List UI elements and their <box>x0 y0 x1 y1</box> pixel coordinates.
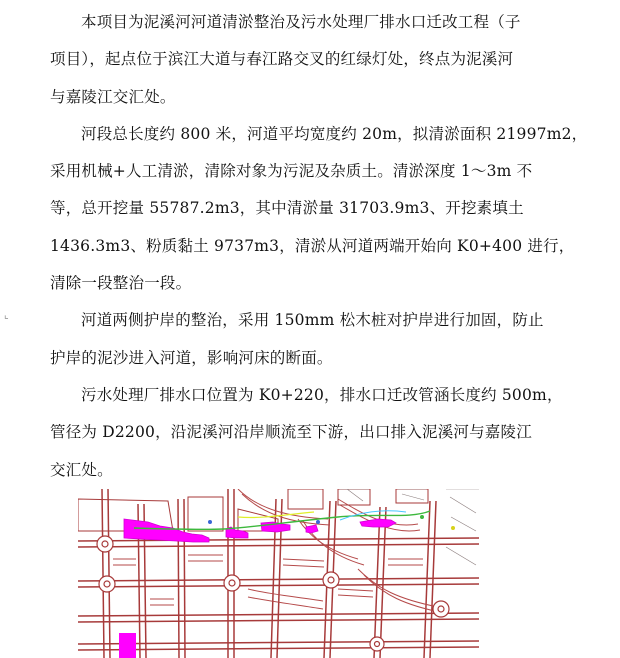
document-text-block <box>50 4 588 489</box>
paragraph-line: 管径为 D2200，沿泥溪河沿岸顺流至下游，出口排入泥溪河与嘉陵江 <box>50 423 532 442</box>
site-plan-map <box>78 489 479 658</box>
magenta-parcel <box>119 633 136 658</box>
paragraph-bank-protection <box>50 302 560 377</box>
paragraph-outfall-relocation <box>50 377 563 489</box>
margin-corner-marker: ⌞ <box>4 310 9 321</box>
paragraph-line: 项目），起点位于滨江大道与春江路交叉的红绿灯处，终点为泥溪河 <box>50 50 514 69</box>
paragraph-river-dredging <box>50 116 588 302</box>
paragraph-project-overview <box>50 4 560 116</box>
paragraph-line: 河道两侧护岸的整治，采用 150mm 松木桩对护岸进行加固，防止 <box>81 311 544 330</box>
paragraph-line: 污水处理厂排水口位置为 K0+220，排水口迁改管涵长度约 500m， <box>81 385 563 404</box>
paragraph-line: 清除一段整治一段。 <box>50 274 192 293</box>
paragraph-line: 与嘉陵江交汇处。 <box>50 87 176 106</box>
paragraph-line: 采用机械+人工清淤，清除对象为污泥及杂质土。清淤深度 1～3m 不 <box>50 162 533 181</box>
paragraph-line: 1436.3m3、粉质黏土 9737m3，清淤从河道两端开始向 K0+400 进行， <box>50 236 575 255</box>
paragraph-line: 本项目为泥溪河河道清淤整治及污水处理厂排水口迁改工程（子 <box>81 13 521 31</box>
paragraph-line: 护岸的泥沙进入河道，影响河床的断面。 <box>50 348 333 367</box>
paragraph-line: 交汇处。 <box>50 460 113 479</box>
site-plan-svg <box>78 489 479 658</box>
paragraph-line: 等，总开挖量 55787.2m3，其中清淤量 31703.9m3、开挖素填土 <box>50 199 524 218</box>
paragraph-line: 河段总长度约 800 米，河道平均宽度约 20m，拟清淤面积 21997m2， <box>81 124 588 143</box>
